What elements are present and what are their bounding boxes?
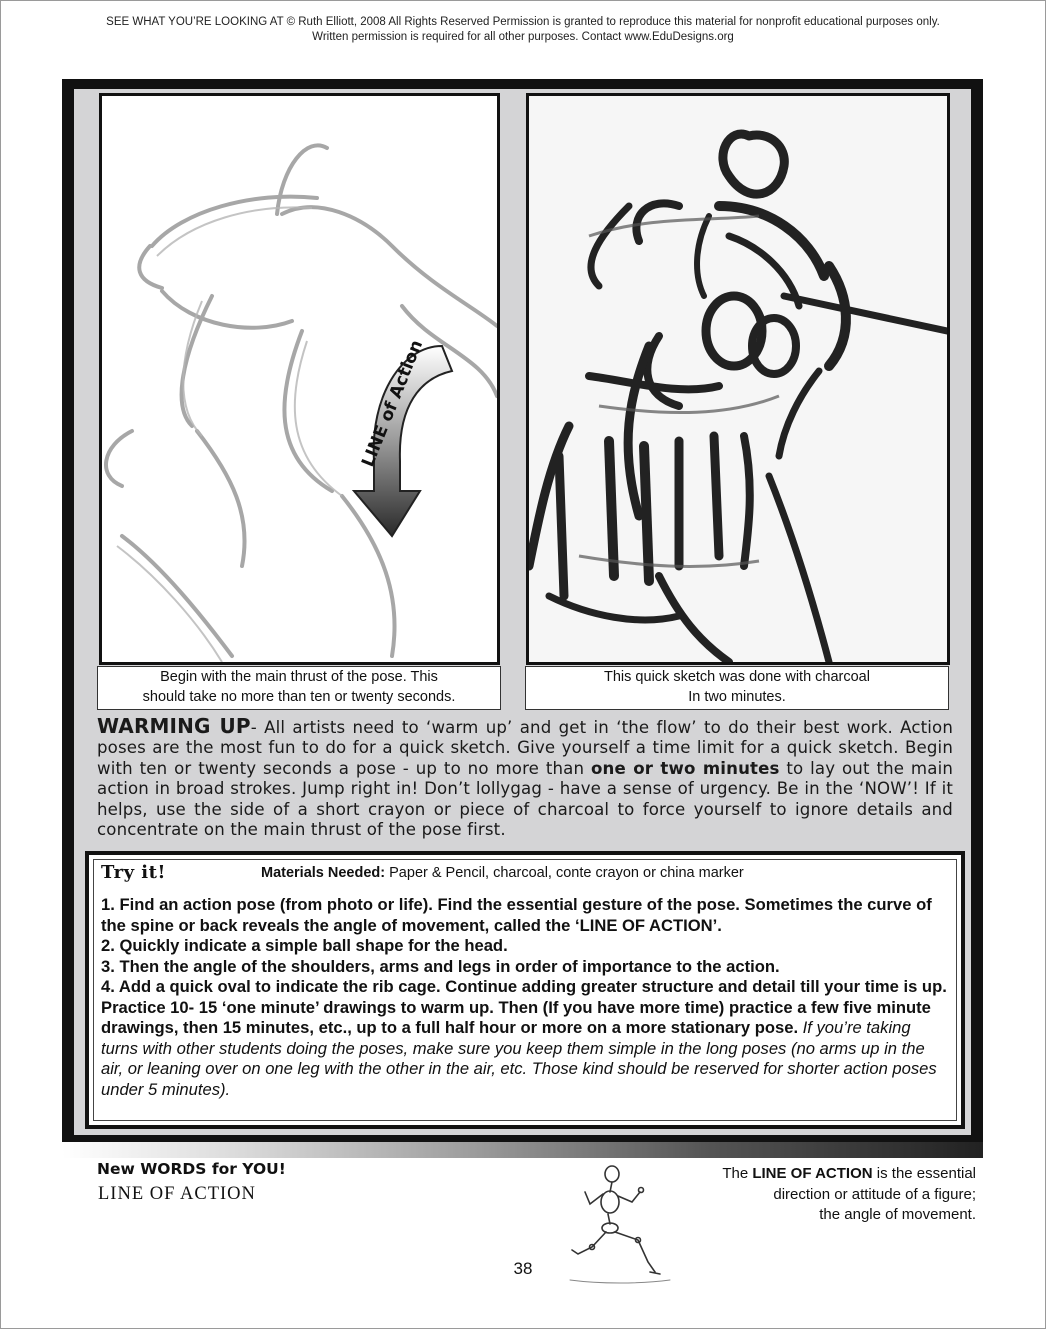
definition-prefix: The [722, 1165, 753, 1182]
definition-line-3: the angle of movement. [819, 1206, 976, 1223]
step-2: 2. Quickly indicate a simple ball shape for the head. [101, 936, 508, 955]
try-it-steps [101, 895, 947, 1100]
warming-up-heading: WARMING UP [97, 714, 251, 738]
warming-up-bold-text: one or two minutes [590, 758, 780, 778]
charcoal-caption-line-2: In two minutes. [688, 689, 786, 705]
definition-rest: is the essential [872, 1165, 976, 1182]
frame-shadow-bar [62, 1142, 983, 1158]
copyright-line-1: SEE WHAT YOU’RE LOOKING AT © Ruth Elliott, 2008 All Rights Reserved Permission is granted to reproduce this material for nonprofit educational purposes only. [106, 16, 940, 28]
materials-needed [261, 865, 744, 881]
materials-label: Materials Needed: [261, 865, 386, 881]
copyright-header [0, 15, 1046, 45]
definition-term: LINE OF ACTION [752, 1165, 873, 1182]
warming-up-text-1: All artists need to ‘warm up’ and get in ‘the flow’ to do their best work. Action poses are the most fun to do for a quick sketch. Give yourself a time limit for a quick sketch. Begin with ten or twenty seconds a pose - up to no more than [97, 718, 954, 778]
step-4-text: 4. Add a quick oval to indicate the rib cage. Continue adding greater structure and detail till your time is up. Practice 10- 15 ‘one minute’ drawings to warm up. Then (If you have more time) practice a few five minute drawings, then 15 minutes, etc., up to a full half hour or more on a more stationary pose. [101, 977, 947, 1037]
charcoal-caption-line-1: This quick sketch was done with charcoal [604, 669, 870, 685]
gesture-sketch-caption [97, 666, 501, 710]
warming-up-dash: - [250, 718, 265, 737]
charcoal-sketch-image [529, 96, 947, 662]
warming-up-text-2: to lay out the main action in broad strokes. Jump right in! Don’t lollygag - have a sense of urgency. Be in the ‘NOW’! If it helps, use the side of a short crayon or piece of charcoal to force yourself to ignore details and concentrate on the main thrust of the pose first. [97, 758, 953, 840]
definition-line-2: direction or attitude of a figure; [773, 1185, 976, 1203]
charcoal-sketch-caption [525, 666, 949, 710]
step-4-italic-note: If you’re taking turns with other students doing the poses, make sure you keep them simple in the long poses (no arms up in the air, or leaning over on one leg with the other in the air, etc. Those kind should be reserved for shorter action poses under 5 minutes). [101, 1018, 937, 1099]
gesture-sketch-panel [99, 93, 500, 665]
materials-value: Paper & Pencil, charcoal, conte crayon or china marker [385, 865, 744, 881]
new-words-title: New WORDS for YOU! [97, 1160, 286, 1178]
step-3: 3. Then the angle of the shoulders, arms and legs in order of importance to the action. [101, 956, 780, 976]
charcoal-sketch-panel [526, 93, 950, 665]
gesture-sketch-image [102, 96, 497, 662]
step-1: 1. Find an action pose (from photo or life). Find the essential gesture of the pose. Sometimes the curve of the spine or back reveals the angle of movement, called the ‘LINE OF ACTION’. [101, 895, 932, 935]
definition-line-1 [656, 1164, 976, 1185]
copyright-line-2: Written permission is required for all other purposes. Contact www.EduDesigns.org [312, 31, 734, 43]
step-4 [101, 977, 947, 1100]
line-of-action-arrow-label: LINE of Action [358, 337, 428, 470]
new-words-term: LINE OF ACTION [98, 1184, 256, 1204]
gesture-caption-line-1: Begin with the main thrust of the pose. This [160, 669, 438, 685]
try-it-title: Try it! [101, 862, 166, 883]
page-number: 38 [513, 1259, 533, 1278]
warming-up-paragraph [97, 716, 953, 840]
line-of-action-definition [656, 1164, 976, 1226]
gesture-caption-line-2: should take no more than ten or twenty seconds. [142, 689, 456, 705]
